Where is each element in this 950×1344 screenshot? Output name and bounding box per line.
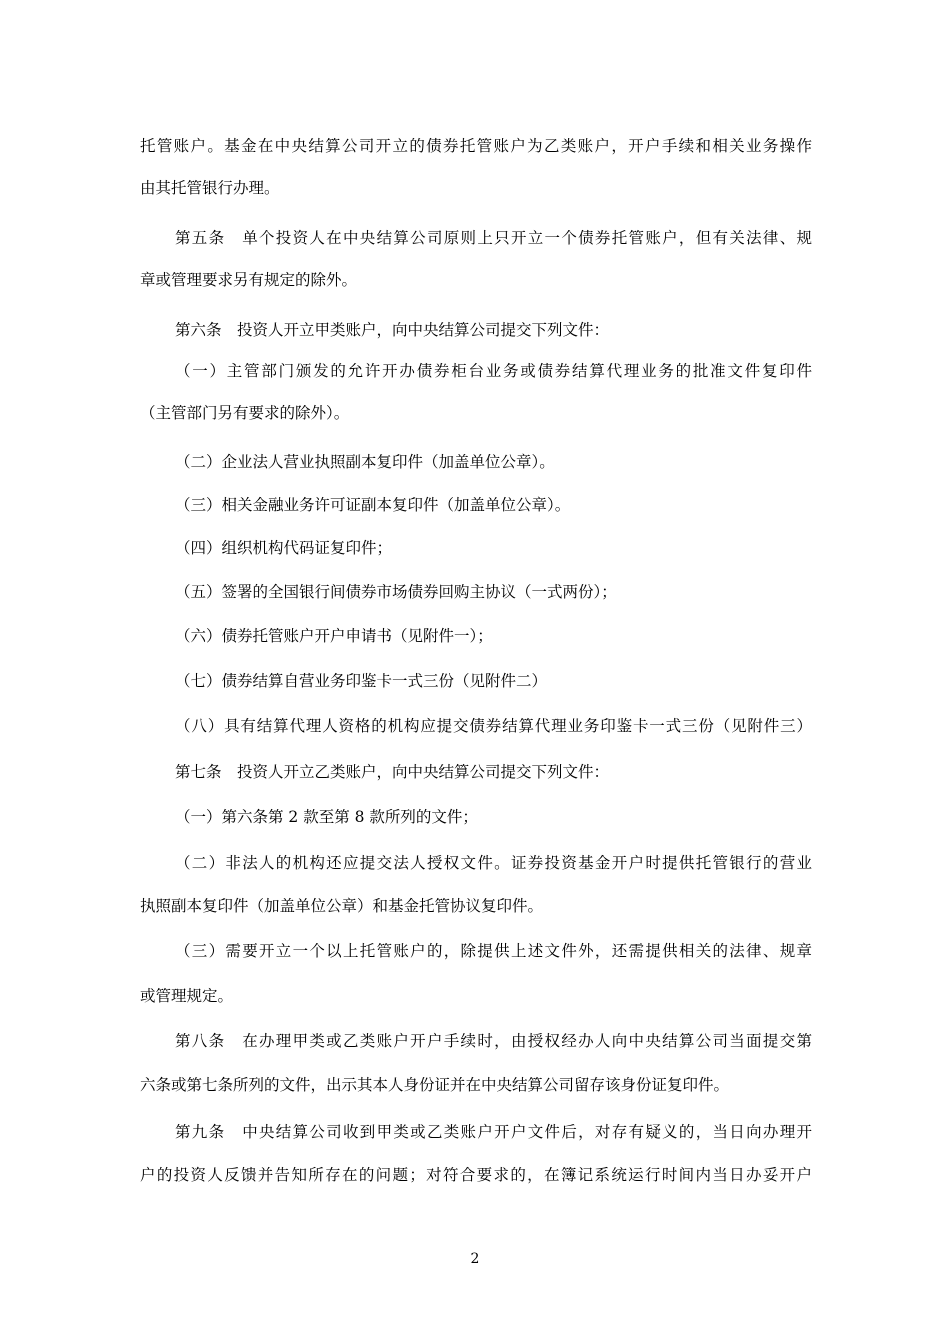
text-line: （一）主管部门颁发的允许开办债券柜台业务或债券结算代理业务的批准文件复印件 [175, 362, 812, 380]
text-line: 执照副本复印件（加盖单位公章）和基金托管协议复印件。 [140, 897, 544, 915]
text-line: 第六条 投资人开立甲类账户，向中央结算公司提交下列文件： [175, 321, 610, 339]
text-line: 章或管理要求另有规定的除外。 [140, 271, 358, 289]
text-line: 第五条 单个投资人在中央结算公司原则上只开立一个债券托管账户，但有关法律、规 [175, 229, 812, 247]
text-line: 六条或第七条所列的文件，出示其本人身份证并在中央结算公司留存该身份证复印件。 [140, 1076, 730, 1094]
text-line: 由其托管银行办理。 [140, 179, 280, 197]
text-line: 托管账户。基金在中央结算公司开立的债券托管账户为乙类账户，开户手续和相关业务操作 [140, 137, 812, 155]
text-line: （三）相关金融业务许可证副本复印件（加盖单位公章）。 [175, 496, 571, 514]
text-line: （主管部门另有要求的除外）。 [140, 404, 350, 422]
text-line: （五）签署的全国银行间债券市场债券回购主协议（一式两份）； [175, 583, 617, 601]
text-line: （二）非法人的机构还应提交法人授权文件。证券投资基金开户时提供托管银行的营业 [175, 854, 812, 872]
text-line: （八）具有结算代理人资格的机构应提交债券结算代理业务印鉴卡一式三份（见附件三） [175, 717, 812, 735]
text-line: （二）企业法人营业执照副本复印件（加盖单位公章）。 [175, 453, 555, 471]
text-line: （三）需要开立一个以上托管账户的，除提供上述文件外，还需提供相关的法律、规章 [175, 942, 812, 960]
text-line: （四）组织机构代码证复印件； [175, 539, 393, 557]
text-line: 第七条 投资人开立乙类账户，向中央结算公司提交下列文件： [175, 763, 610, 781]
text-line: 第八条 在办理甲类或乙类账户开户手续时，由授权经办人向中央结算公司当面提交第 [175, 1032, 812, 1050]
text-line: （七）债券结算自营业务印鉴卡一式三份（见附件二） [175, 672, 548, 690]
text-line: 户的投资人反馈并告知所存在的问题；对符合要求的，在簿记系统运行时间内当日办妥开户 [140, 1166, 812, 1184]
page-number: 2 [470, 1251, 480, 1267]
text-line: （一）第六条第 2 款至第 8 款所列的文件； [175, 808, 478, 826]
text-line: 或管理规定。 [140, 987, 234, 1005]
text-line: （六）债券托管账户开户申请书（见附件一）； [175, 627, 493, 645]
text-line: 第九条 中央结算公司收到甲类或乙类账户开户文件后，对存有疑义的，当日向办理开 [175, 1123, 812, 1141]
